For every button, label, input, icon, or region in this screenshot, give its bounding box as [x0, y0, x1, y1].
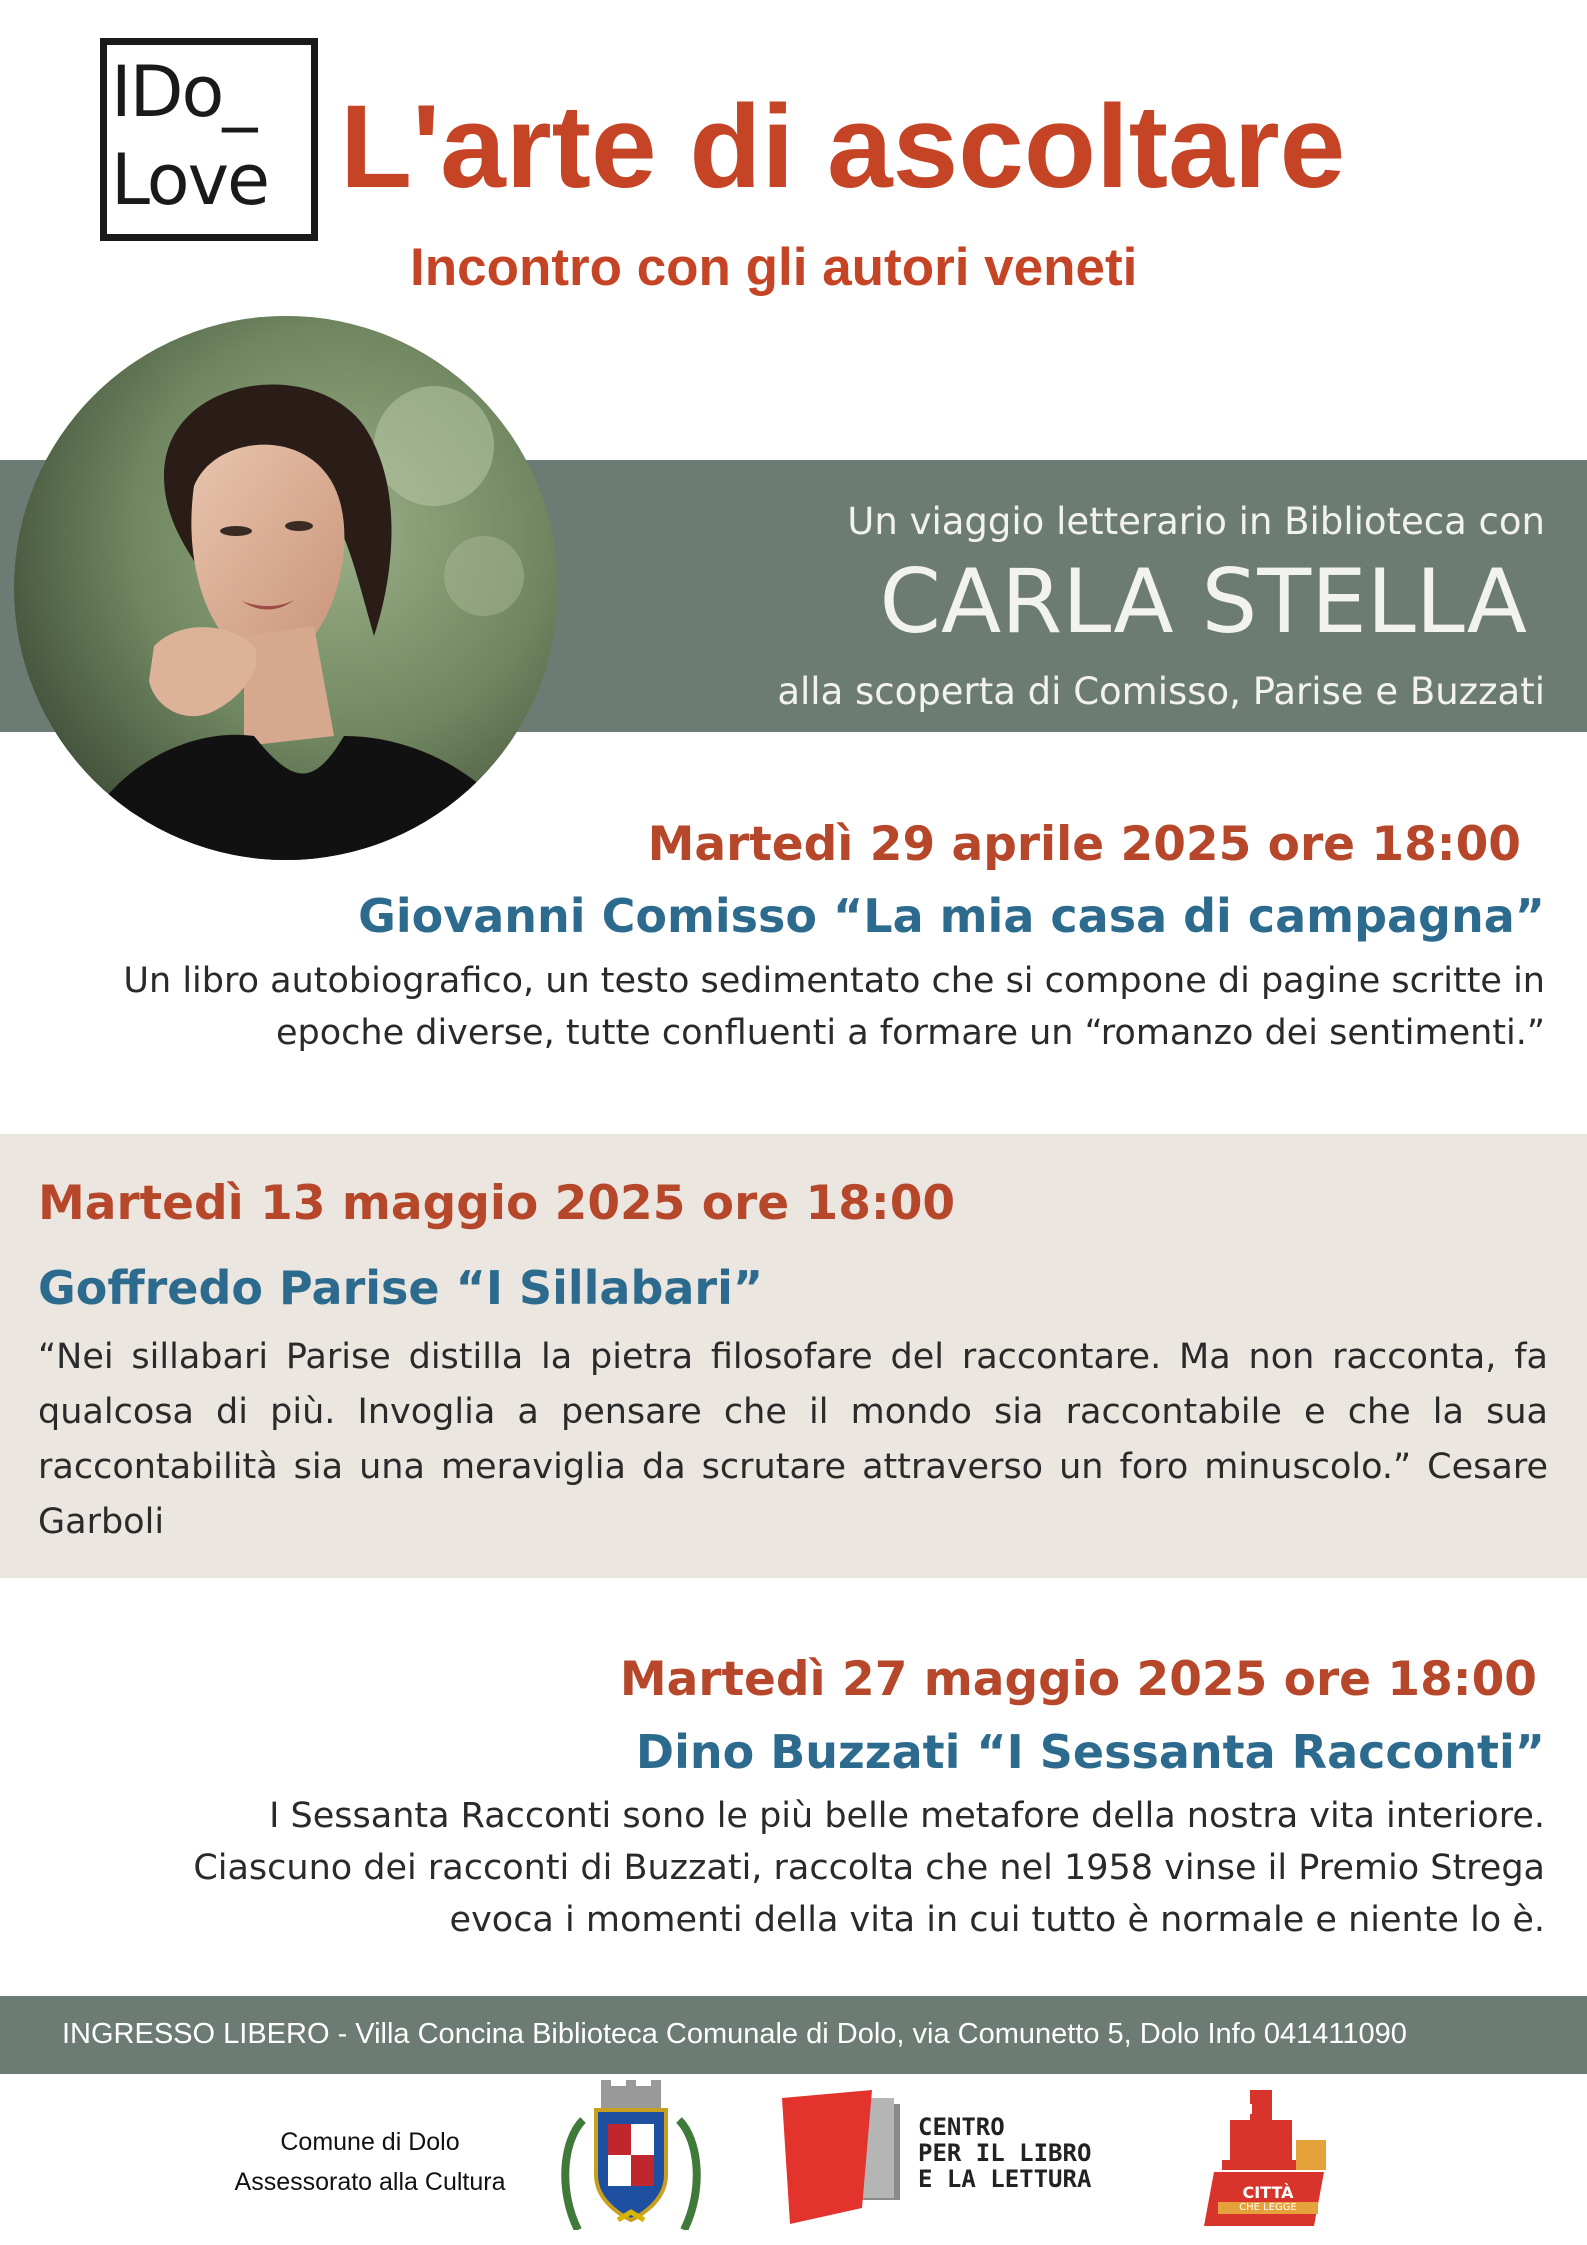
event-1-desc-line: Un libro autobiografico, un testo sedimentato che si compone di pagine scritte in — [123, 961, 1545, 1001]
logo-line-2: Love — [111, 139, 269, 221]
comune-label — [220, 2122, 520, 2202]
logo-line-1: IDo_ — [111, 51, 256, 133]
event-3-desc-line: evoca i momenti della vita in cui tutto è normale e niente lo è. — [449, 1900, 1545, 1940]
event-2-book: Goffredo Parise “I Sillabari” — [38, 1261, 764, 1315]
event-3-book: Dino Buzzati “I Sessanta Racconti” — [635, 1725, 1545, 1779]
author-portrait — [14, 316, 558, 860]
author-name: CARLA STELLA — [879, 550, 1527, 653]
portrait-illustration — [14, 316, 558, 860]
intro-text: Un viaggio letterario in Biblioteca con — [847, 500, 1545, 543]
cepell-line: PER IL LIBRO — [918, 2139, 1092, 2167]
page-title: L'arte di ascoltare — [340, 81, 1346, 213]
citta-sub-label: CHE LEGGE — [1218, 2202, 1318, 2214]
cepell-line: E LA LETTURA — [918, 2165, 1092, 2193]
page-subtitle: Incontro con gli autori veneti — [410, 238, 1138, 297]
event-3-desc-line: I Sessanta Racconti sono le più belle metafore della nostra vita interiore. — [269, 1796, 1545, 1836]
citta-label: CITTÀ — [1242, 2183, 1294, 2202]
event-1-description — [25, 955, 1545, 1059]
comune-name: Comune di Dolo — [280, 2128, 460, 2156]
footer-info: INGRESSO LIBERO - Villa Concina Biblioteca Comunale di Dolo, via Comunetto 5, Dolo Info 041411090 — [62, 2018, 1407, 2050]
event-2-description: “Nei sillabari Parise distilla la pietra filosofare del raccontare. Ma non racconta, fa qualcosa di più. Invoglia a pensare che il mondo sia raccontabile e che la sua raccontabilità sia una meraviglia da scrutare attraverso un foro minuscolo.” Cesare Garboli — [38, 1337, 1548, 1542]
event-1-book: Giovanni Comisso “La mia casa di campagna” — [358, 889, 1545, 943]
discover-text: alla scoperta di Comisso, Parise e Buzzati — [777, 670, 1545, 713]
idolove-logo — [100, 38, 318, 241]
comune-department: Assessorato alla Cultura — [234, 2168, 506, 2196]
event-2-date: Martedì 13 maggio 2025 ore 18:00 — [38, 1176, 956, 1231]
event-3-desc-line: Ciascuno dei racconti di Buzzati, raccolta che nel 1958 vinse il Premio Strega — [193, 1848, 1545, 1888]
event-3-date: Martedì 27 maggio 2025 ore 18:00 — [619, 1652, 1537, 1707]
citta-che-legge-logo — [1204, 2090, 1334, 2226]
cepell-line: CENTRO — [918, 2113, 1005, 2141]
event-1-date: Martedì 29 aprile 2025 ore 18:00 — [647, 817, 1521, 872]
event-1-desc-line: epoche diverse, tutte confluenti a formare un “romanzo dei sentimenti.” — [275, 1013, 1545, 1053]
comune-crest-icon — [558, 2080, 704, 2230]
cepell-label — [918, 2114, 1091, 2192]
cepell-logo-icon — [782, 2090, 906, 2224]
event-3-description — [25, 1790, 1545, 1946]
